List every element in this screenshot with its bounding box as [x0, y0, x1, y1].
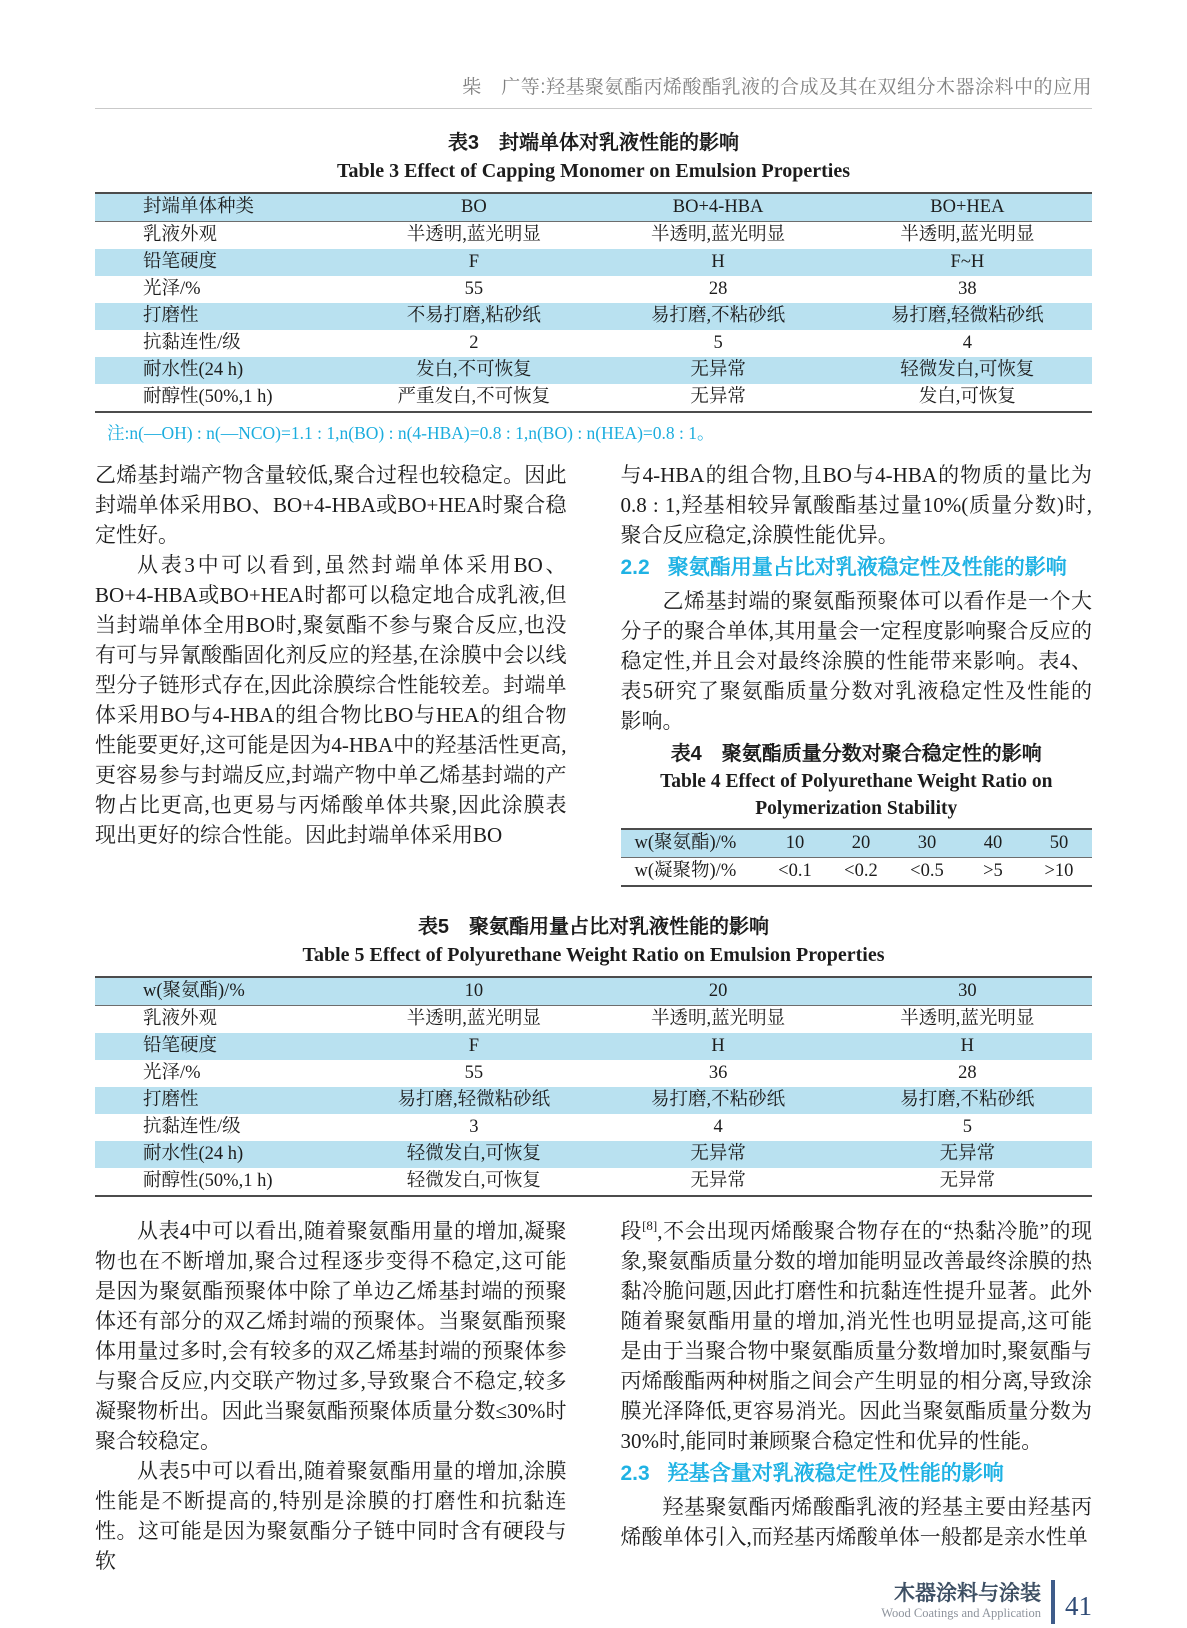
table-cell: 36: [708, 1062, 728, 1083]
table-cell: <0.2: [844, 860, 878, 881]
table5-block: [95, 893, 1092, 1197]
table-cell: 半透明,蓝光明显: [406, 1008, 541, 1029]
table3-title-zh: 表3 封端单体对乳液性能的影响: [447, 132, 740, 154]
table-cell: 耐醇性(50%,1 h): [143, 386, 273, 407]
table-cell: 5: [713, 332, 723, 353]
table3: [95, 192, 1092, 413]
table-cell: 易打磨,轻微粘砂纸: [397, 1089, 551, 1110]
table-cell: 耐醇性(50%,1 h): [143, 1170, 273, 1191]
table-cell: 半透明,蓝光明显: [651, 1008, 786, 1029]
section-number: 2.3: [620, 1462, 650, 1485]
table-row: [95, 193, 1092, 222]
table-cell: 发白,不可恢复: [416, 359, 532, 380]
table-cell: 轻微发白,可恢复: [406, 1143, 541, 1164]
table4-title-en-line1: Table 4 Effect of Polyurethane Weight Ratio on: [660, 771, 1053, 792]
table-cell: 半透明,蓝光明显: [406, 224, 541, 245]
table-cell: 易打磨,轻微粘砂纸: [891, 305, 1044, 326]
table-cell: w(凝聚物)/%: [634, 860, 737, 881]
table-row: [95, 384, 1092, 412]
table-cell: 铅笔硬度: [143, 1035, 218, 1056]
table3-title: [95, 129, 1092, 186]
table-cell: 40: [983, 832, 1003, 853]
table-row: [95, 1033, 1092, 1060]
table-cell: w(聚氨酯)/%: [634, 832, 737, 853]
table-cell: 20: [851, 832, 871, 853]
table-row: [95, 330, 1092, 357]
right-column: [621, 1216, 1093, 1576]
table-cell: F: [468, 1035, 479, 1056]
table-cell: 无异常: [939, 1170, 996, 1191]
paragraph-text: 段: [620, 1219, 643, 1243]
text-columns-1: [95, 460, 1092, 887]
page-number: 41: [1065, 1591, 1092, 1621]
page-footer: [95, 1576, 1092, 1628]
table-cell: BO+HEA: [930, 196, 1005, 217]
table-cell: 28: [708, 278, 728, 299]
table-cell: w(聚氨酯)/%: [143, 980, 245, 1001]
running-head-title: 柴 广等:羟基聚氨酯丙烯酸酯乳液的合成及其在双组分木器涂料中的应用: [462, 77, 1092, 98]
table-cell: 无异常: [690, 1170, 746, 1191]
table-cell: H: [711, 1035, 725, 1056]
paragraph: 乙烯基封端产物含量较低,聚合过程也较稳定。因此封端单体采用BO、BO+4-HBA或BO+HEA时聚合稳定性好。: [95, 463, 567, 547]
section-heading-text: 羟基含量对乳液稳定性及性能的影响: [667, 1462, 1004, 1485]
section-heading-text: 聚氨酯用量占比对乳液稳定性及性能的影响: [667, 556, 1067, 579]
table-cell: <0.1: [778, 860, 812, 881]
citation-ref: [8]: [642, 1218, 658, 1233]
table-row: [95, 276, 1092, 303]
table-cell: 耐水性(24 h): [143, 359, 244, 380]
paragraph: 从表4中可以看出,随着聚氨酯用量的增加,凝聚物也在不断增加,聚合过程逐步变得不稳定,这可能是因为聚氨酯预聚体中除了单边乙烯基封端的预聚体还有部分的双乙烯封端的预聚体。当聚氨酯预聚体用量过多时,会有较多的双乙烯基封端的预聚体参与聚合反应,内交联产物过多,导致聚合不稳定,较多凝聚物析出。因此当聚氨酯预聚体质量分数≤30%时聚合较稳定。: [95, 1219, 567, 1453]
table-cell: 易打磨,不粘砂纸: [900, 1089, 1035, 1110]
table4-title-zh: 表4 聚氨酯质量分数对聚合稳定性的影响: [670, 743, 1042, 765]
right-column: [621, 460, 1093, 887]
table-cell: 无异常: [690, 386, 746, 407]
table-cell: 无异常: [939, 1143, 996, 1164]
table5: [95, 976, 1092, 1197]
table-cell: 无异常: [690, 359, 746, 380]
table5-title-en: Table 5 Effect of Polyurethane Weight Ratio on Emulsion Properties: [302, 944, 885, 966]
table-cell: BO: [461, 196, 487, 217]
paragraph: 乙烯基封端的聚氨酯预聚体可以看作是一个大分子的聚合单体,其用量会一定程度影响聚合反应的稳定性,并且会对最终涂膜的性能带来影响。表4、表5研究了聚氨酯质量分数对乳液稳定性及性能的影响。: [620, 589, 1092, 733]
table-row: [95, 977, 1092, 1006]
table-cell: 半透明,蓝光明显: [900, 1008, 1035, 1029]
table-row: [95, 1060, 1092, 1087]
table-row: [95, 303, 1092, 330]
table4-title-en-line2: Polymerization Stability: [755, 798, 958, 819]
section-heading-2-3: [621, 1458, 1093, 1490]
paragraph: 羟基聚氨酯丙烯酸酯乳液的羟基主要由羟基丙烯酸单体引入,而羟基丙烯酸单体一般都是亲水性单: [620, 1495, 1092, 1549]
table-cell: 3: [469, 1116, 479, 1137]
table-cell: 抗黏连性/级: [143, 1116, 241, 1137]
table-cell: 耐水性(24 h): [143, 1143, 244, 1164]
table-cell: 轻微发白,可恢复: [406, 1170, 541, 1191]
text-columns-2: [95, 1216, 1092, 1576]
left-column: [95, 460, 567, 887]
table-row: [95, 1141, 1092, 1168]
table-cell: BO+4-HBA: [672, 196, 764, 217]
table-cell: 发白,可恢复: [918, 386, 1016, 407]
table-cell: 半透明,蓝光明显: [651, 224, 786, 245]
paragraph: 从表5中可以看出,随着聚氨酯用量的增加,涂膜性能是不断提高的,特别是涂膜的打磨性和抗黏连性。这可能是因为聚氨酯分子链中同时含有硬段与软: [95, 1459, 567, 1573]
table-cell: 易打磨,不粘砂纸: [651, 1089, 786, 1110]
table-cell: 30: [917, 832, 937, 853]
table-row: [95, 1087, 1092, 1114]
table3-title-en: Table 3 Effect of Capping Monomer on Emulsion Properties: [337, 160, 850, 182]
journal-name: [881, 1583, 1041, 1621]
table-row: [95, 222, 1092, 250]
table-cell: >5: [983, 860, 1003, 881]
journal-name-zh: 木器涂料与涂装: [894, 1582, 1041, 1605]
table-cell: 易打磨,不粘砂纸: [651, 305, 786, 326]
table-cell: 20: [708, 980, 728, 1001]
table-cell: 打磨性: [143, 1089, 199, 1110]
table-cell: 乳液外观: [143, 1008, 218, 1029]
table-cell: 4: [962, 332, 972, 353]
table-cell: 10: [785, 832, 805, 853]
paragraph: 从表3中可以看到,虽然封端单体采用BO、BO+4-HBA或BO+HEA时都可以稳定地合成乳液,但当封端单体全用BO时,聚氨酯不参与聚合反应,也没有可与异氰酸酯固化剂反应的羟基,在涂膜中会以线型分子链形式存在,因此涂膜综合性能较差。封端单体采用BO与4-HBA的组合物比BO与HEA的组合物性能要更好,这可能是因为4-HBA中的羟基活性更高,更容易参与封端反应,封端产物中单乙烯基封端的产物占比更高,也更易与丙烯酸单体共聚,因此涂膜表现出更好的综合性能。因此封端单体采用BO: [95, 553, 567, 847]
table-cell: 无异常: [690, 1143, 746, 1164]
table-cell: 轻微发白,可恢复: [900, 359, 1035, 380]
table-cell: 28: [958, 1062, 977, 1083]
table-cell: >10: [1044, 860, 1074, 881]
paragraph-text: ,不会出现丙烯酸聚合物存在的“热黏冷脆”的现象,聚氨酯质量分数的增加能明显改善最终涂膜的热黏冷脆问题,因此打磨性和抗黏连性提升显著。此外随着聚氨酯用量的增加,消光性也明显提高,这可能是由于当聚合物中聚氨酯质量分数增加时,聚氨酯与丙烯酸酯两种树脂之间会产生明显的相分离,导致涂膜光泽降低,更容易消光。因此当聚氨酯质量分数为30%时,能同时兼顾聚合稳定性和优异的性能。: [620, 1219, 1093, 1453]
table-cell: 2: [469, 332, 479, 353]
section-number: 2.2: [620, 556, 650, 579]
table-cell: 严重发白,不可恢复: [397, 386, 551, 407]
journal-name-en: Wood Coatings and Application: [881, 1606, 1041, 1620]
table-cell: 4: [713, 1116, 723, 1137]
table-cell: H: [960, 1035, 975, 1056]
table3-note: 注:n(—OH) : n(—NCO)=1.1 : 1,n(BO) : n(4-HBA)=0.8 : 1,n(BO) : n(HEA)=0.8 : 1。: [107, 423, 715, 443]
paragraph: [621, 1216, 1093, 1456]
table-cell: 55: [464, 1062, 484, 1083]
running-head: [95, 0, 1092, 109]
table5-title: [95, 913, 1092, 970]
table-cell: 封端单体种类: [143, 196, 255, 217]
table-cell: 打磨性: [143, 305, 199, 326]
table-row: [95, 1006, 1092, 1034]
paragraph: 与4-HBA的组合物,且BO与4-HBA的物质的量比为0.8 : 1,羟基相较异氰酸酯基过量10%(质量分数)时,聚合反应稳定,涂膜性能优异。: [620, 463, 1092, 547]
table4: [621, 828, 1093, 887]
table-cell: 55: [464, 278, 484, 299]
table-cell: 铅笔硬度: [143, 251, 218, 272]
table-cell: F: [468, 251, 479, 272]
table-cell: 38: [958, 278, 977, 299]
table-cell: 抗黏连性/级: [143, 332, 241, 353]
table-cell: F~H: [950, 251, 985, 272]
table-cell: 50: [1049, 832, 1069, 853]
table-row: [95, 1114, 1092, 1141]
section-heading-2-2: [621, 552, 1093, 584]
table-row: [95, 1168, 1092, 1196]
table-cell: H: [711, 251, 725, 272]
table-cell: 半透明,蓝光明显: [900, 224, 1035, 245]
table-cell: 乳液外观: [143, 224, 218, 245]
table-row: [621, 858, 1093, 887]
table-cell: 不易打磨,粘砂纸: [406, 305, 541, 326]
table-row: [95, 249, 1092, 276]
table-row: [621, 829, 1093, 858]
table-cell: 30: [958, 980, 977, 1001]
table-cell: 光泽/%: [143, 278, 201, 299]
table-cell: <0.5: [910, 860, 944, 881]
table-cell: 光泽/%: [143, 1062, 201, 1083]
footer-divider: [1051, 1580, 1055, 1624]
table4-title: [621, 740, 1093, 822]
table-row: [95, 357, 1092, 384]
table-cell: 5: [962, 1116, 972, 1137]
table5-title-zh: 表5 聚氨酯用量占比对乳液性能的影响: [417, 916, 770, 938]
table-cell: 10: [464, 980, 484, 1001]
left-column: [95, 1216, 567, 1576]
